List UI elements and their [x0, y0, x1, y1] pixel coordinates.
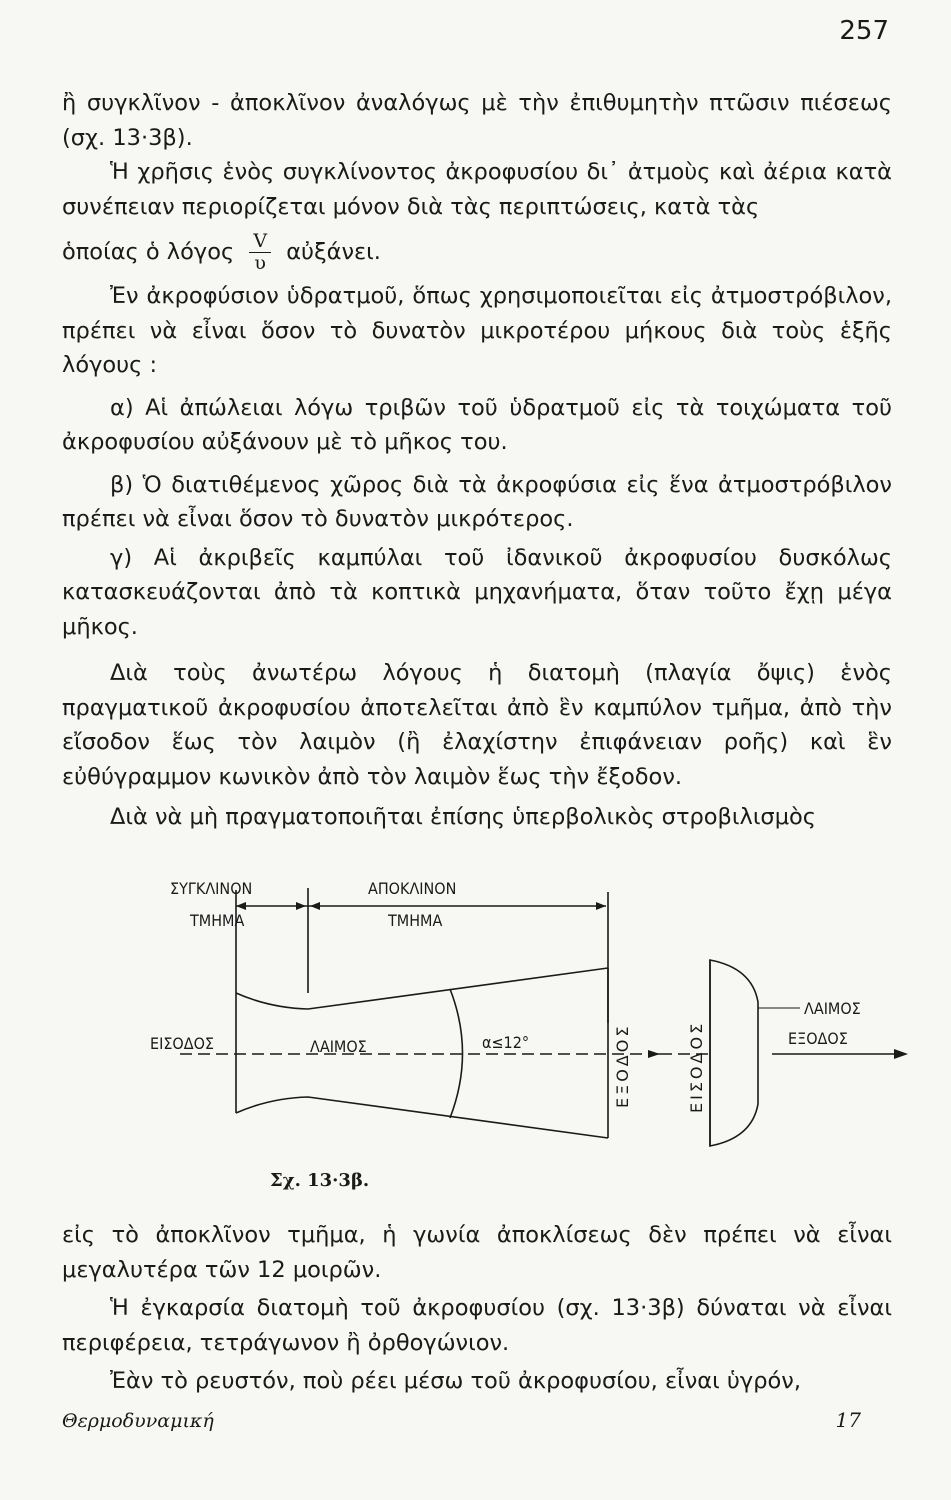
fraction-numerator: V — [249, 232, 271, 253]
label-outlet-vertical: ΕΞΟΔΟΣ — [613, 1023, 632, 1108]
list-item-a: α) Αἱ ἀπώλειαι λόγω τριβῶν τοῦ ὑδρατμοῦ εἰς τὰ τοιχώματα τοῦ ἀκροφυσίου αὐξάνουν μὲ τὸ μῆκος του. — [62, 394, 892, 455]
axis-arrow-1 — [648, 1050, 660, 1058]
paragraph: Διὰ τοὺς ἀνωτέρω λόγους ἡ διατομὴ (πλαγία ὄψις) ἑνὸς πραγματικοῦ ἀκροφυσίου ἀποτελεῖται ἀπὸ ἓν καμπύλον τμῆμα, ἀπὸ τὴν εἴσοδον ἕως τὸν λαιμὸν (ἢ ἐλαχίστην ἐπιφάνειαν ροῆς) καὶ ἓν εὐθύγραμμον κωνικὸν ἀπὸ τὸν λαιμὸν ἕως τὴν ἔξοδον. — [62, 660, 892, 790]
footer-sheet-number: 17 — [835, 1408, 861, 1432]
label-converging-section: ΤΜΗΜΑ — [190, 911, 245, 930]
paragraph: Ἐν ἀκροφύσιον ὑδρατμοῦ, ὅπως χρησιμοποιεῖται εἰς ἀτμοστρόβιλον, πρέπει νὰ εἶναι ὅσον τὸ δυνατὸν μικροτέρου μήκους διὰ τοὺς ἑξῆς λόγους : — [62, 283, 892, 378]
label-outlet-right: ΕΞΟΔΟΣ — [788, 1029, 848, 1048]
list-item-b: β) Ὁ διατιθέμενος χῶρος διὰ τὰ ἀκροφύσια εἰς ἕνα ἀτμοστρόβιλον πρέπει νὰ εἶναι ὅσον τὸ δυνατὸν μικρότερος. — [62, 471, 892, 532]
fraction-denominator: υ — [254, 252, 266, 274]
page-number: 257 — [839, 16, 889, 46]
paragraph-ratio — [62, 232, 892, 273]
ratio-fraction — [249, 232, 271, 273]
axis-arrow-2 — [894, 1049, 908, 1059]
paragraph: Διὰ νὰ μὴ πραγματοποιῆται ἐπίσης ὑπερβολικὸς στροβιλισμὸς — [110, 804, 816, 830]
paragraph: Ἡ ἐγκαρσία διατομὴ τοῦ ἀκροφυσίου (σχ. 13·3β) δύναται νὰ εἶναι περιφέρεια, τετράγωνον ἢ ὀρθογώνιον. — [62, 1295, 892, 1356]
paragraph: Ἐὰν τὸ ρευστόν, ποὺ ρέει μέσω τοῦ ἀκροφυσίου, εἶναι ὑγρόν, — [110, 1368, 801, 1394]
text-block-top — [62, 86, 892, 835]
nozzle-figure — [140, 868, 920, 1208]
label-inlet-vertical: ΕΙΣΟΔΟΣ — [687, 1020, 706, 1113]
ratio-text-start: ὁποίας ὁ λόγος — [62, 239, 235, 265]
list-item-c: γ) Αἱ ἀκριβεῖς καμπύλαι τοῦ ἰδανικοῦ ἀκροφυσίου δυσκόλως κατασκευάζονται ἀπὸ τὰ κοπτικὰ μηχανήματα, ὅταν τοῦτο ἔχῃ μέγα μῆκος. — [62, 544, 892, 640]
figure-caption: Σχ. 13·3β. — [270, 1170, 370, 1191]
label-throat: ΛΑΙΜΟΣ — [310, 1037, 367, 1056]
label-throat-right: ΛΑΙΜΟΣ — [804, 999, 861, 1018]
label-diverging: ΑΠΟΚΛΙΝΟΝ — [368, 879, 457, 898]
ratio-text-end: αὐξάνει. — [286, 239, 381, 265]
label-converging: ΣΥΓΚΛΙΝΟΝ — [170, 879, 253, 898]
cross-section-body — [710, 960, 758, 1146]
label-inlet: ΕΙΣΟΔΟΣ — [150, 1034, 215, 1053]
text-block-bottom — [62, 1218, 892, 1399]
nozzle-upper-wall — [236, 968, 608, 1009]
paragraph: εἰς τὸ ἀποκλῖνον τμῆμα, ἡ γωνία ἀποκλίσεως δὲν πρέπει νὰ εἶναι μεγαλυτέρα τῶν 12 μοιρῶν. — [62, 1222, 892, 1283]
label-angle: α≤12° — [482, 1033, 530, 1052]
paragraph: ἢ συγκλῖνον - ἀποκλῖνον ἀναλόγως μὲ τὴν ἐπιθυμητὴν πτῶσιν πιέσεως (σχ. 13·3β). — [62, 90, 892, 151]
label-diverging-section: ΤΜΗΜΑ — [388, 911, 443, 930]
footer-book-title: Θερμοδυναμική — [62, 1410, 214, 1432]
paragraph: Ἡ χρῆσις ἑνὸς συγκλίνοντος ἀκροφυσίου δι᾽ ἀτμοὺς καὶ ἀέρια κατὰ συνέπειαν περιορίζεται μόνον διὰ τὰς περιπτώσεις, κατὰ τὰς — [62, 159, 892, 220]
nozzle-lower-wall — [236, 1097, 608, 1138]
